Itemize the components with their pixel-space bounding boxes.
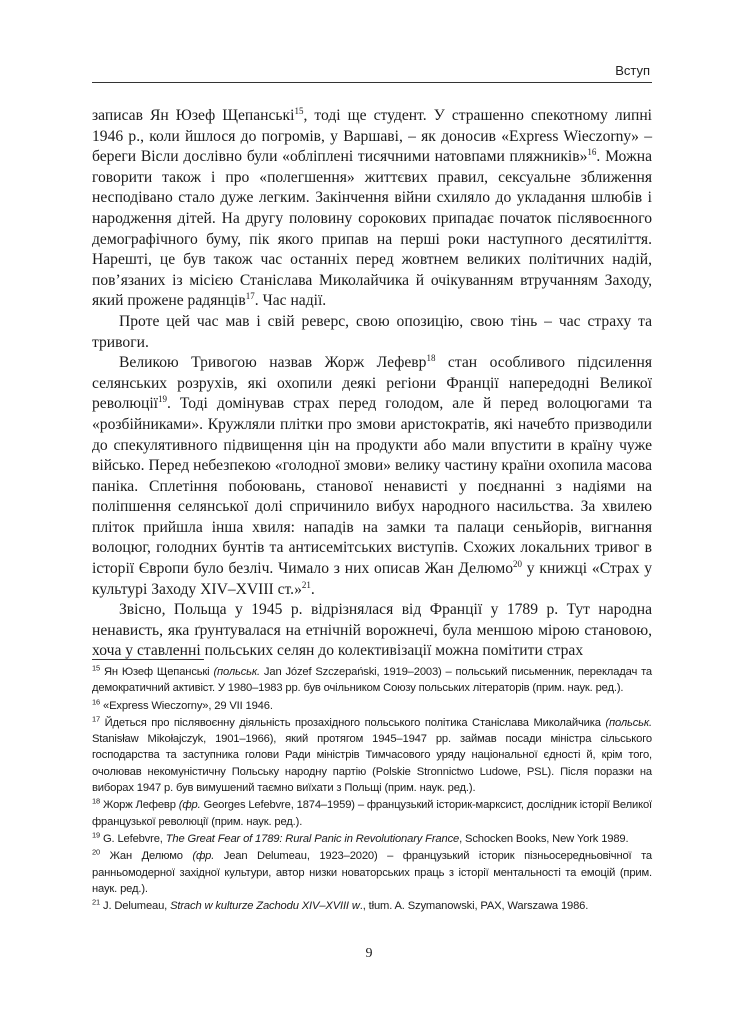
footnote-divider (92, 659, 204, 660)
footnote-ref-16[interactable]: 16 (587, 147, 597, 157)
text-run: Jean Delumeau, 1923–2020) – французький історик пізньосередньовічної та ранньомодерної західної культури, автор низки новаторських праць з історії ментальності та емоцій (прим. наук. ред.). (92, 850, 652, 895)
italic-run: Strach w kulturze Zachodu XIV–XVIII w (170, 900, 360, 913)
footnote-number: 20 (92, 847, 101, 857)
footnote-18 (92, 797, 652, 830)
text-run: G. Lefebvre, (100, 832, 166, 845)
footnote-ref-21[interactable]: 21 (301, 579, 311, 590)
footnote-ref-19[interactable]: 19 (158, 394, 168, 405)
text-run: Stanisław Mikołajczyk, 1901–1966), який протягом 1945–1947 рр. займав посади міністра сільського господарства та заступника голови Ради міністрів Тимчасового уряду національної єдності й, крім того, очолював некомуністичну Польську народну партію (Polskie Stronnictwo Ludowe, PSL). Після поразки на виборах 1947 р. був вимушений таємно виїхати з Польщі (прим. наук. ред.). (92, 733, 652, 795)
italic-run: (польськ. (213, 666, 261, 678)
footnote-number: 18 (92, 796, 101, 806)
section-title: Вступ (615, 63, 650, 78)
footnote-ref-15[interactable]: 15 (294, 105, 304, 116)
page-number: 9 (365, 946, 373, 961)
text-run: «Express Wieczorny», 29 VII 1946. (100, 699, 273, 712)
footnote-number: 16 (92, 696, 101, 706)
text-run: . Тоді домінував страх перед голодом, але й перед волоцюгами та «розбійниками». Кружляли плітки про змови аристократів, які начебто призводили до спекулятивного підвищення цін на продукти або мали впустити в країну чуже військо. Перед небезпекою «голодної змови» велику частину країни охопила масова паніка. Сплетіння побоювань, станової ненависті у поєднанні з надіями на поліпшення селянської долі спричинило вибух народного насильства. За хвилею пліток прийшла інша хвиля: нападів на замки та палаци сеньйорів, вигнання волоцюг, голодних бунтів та антисемітських виступів. Схожих локальних тривог в історії Європи було безліч. Чимало з них описав Жан Делюмо (92, 395, 652, 578)
footnote-21 (92, 898, 652, 914)
paragraph-1 (92, 106, 652, 312)
footnote-19 (92, 831, 652, 847)
text-run: Georges Lefebvre, 1874–1959) – французький історик-марксист, дослідник історії Великої французької революції (прим. наук. ред.). (92, 799, 652, 828)
footnote-ref-18[interactable]: 18 (426, 352, 436, 363)
footnote-number: 19 (92, 830, 101, 840)
text-run: ., tłum. A. Szymanowski, PAX, Warszawa 1986. (359, 900, 589, 913)
text-run: стан особливого підсилення селянських розрухів, які охопили деякі регіони Франції напередодні Великої революції (92, 354, 652, 413)
italic-run: (польськ. (605, 716, 652, 729)
text-run: . (310, 580, 315, 598)
footnote-number: 17 (92, 714, 101, 724)
text-run: , Schocken Books, New York 1989. (459, 832, 629, 845)
text-run: , тоді ще студент. У страшенно спекотному липні 1946 р., коли йшлося до погромів, у Варшаві, – як доносив «Express Wieczorny» – береги Вісли дослівно були «обліплені тисячними натовпами пляжників» (92, 107, 652, 166)
running-header (92, 60, 652, 83)
text-run: J. Delumeau, (100, 900, 171, 913)
text-run: Йдеться про післявоєнну діяльність прозахідного польського політика Станіслава Миколайчика (100, 716, 606, 729)
footnote-number: 21 (92, 897, 101, 907)
text-run: . Час надії. (254, 292, 327, 310)
footnotes (92, 664, 652, 915)
footnote-16 (92, 698, 652, 714)
italic-run: (фр. (192, 850, 215, 863)
footnote-20 (92, 848, 652, 897)
text-run: Jan Józef Szczepański, 1919–2003) – польський письменник, перекладач та демократичний активіст. У 1980–1983 рр. був очільником Союзу польських літераторів (прим. наук. ред.). (92, 666, 652, 695)
footnote-17 (92, 715, 652, 796)
text-run: Жан Делюмо (100, 850, 193, 863)
paragraph-4: Звісно, Польща у 1945 р. відрізнялася від Франції у 1789 р. Тут народна ненависть, яка ґрунтувалася на етнічній ворожнечі, була меншою мірою становою, хоча у ставленні польських селян до колективізації можна помітити страх (92, 601, 652, 660)
main-text (92, 106, 652, 662)
text-run: Ян Юзеф Щепанські (100, 666, 214, 678)
footnote-number: 15 (92, 663, 101, 673)
text-run: Жорж Лефевр (100, 799, 179, 812)
text-run: записав Ян Юзеф Щепанські (92, 107, 295, 124)
italic-run: The Great Fear of 1789: Rural Panic in Revolutionary France (165, 832, 460, 845)
footnote-ref-17[interactable]: 17 (245, 291, 255, 302)
paragraph-2: Проте цей час мав і свій реверс, свою опозицію, свою тінь – час страху та тривоги. (92, 312, 652, 351)
paragraph-3 (92, 353, 652, 600)
footnote-15 (92, 664, 652, 697)
text-run: Великою Тривогою назвав Жорж Лефевр (119, 354, 427, 372)
text-run: . Можна говорити також і про «полегшення» життєвих правил, сексуальне зближення несподівано стало дуже легким. Закінчення війни схиляло до укладання шлюбів і народження дітей. На другу половину сорокових припадає початок післявоєнного демографічного буму, пік якого припав на перші роки наступного десятиліття. Нарешті, це був також час останніх перед жовтнем великих політичних надій, пов’язаних із місією Станіслава Миколайчика й очікуванням втручанням Заходу, який прожене радянців (92, 148, 652, 310)
text-run: у книжці «Страх у культурі Заходу XIV–XVIII ст.» (92, 560, 652, 598)
italic-run: (фр. (178, 799, 201, 812)
footnote-ref-20[interactable]: 20 (513, 558, 522, 569)
